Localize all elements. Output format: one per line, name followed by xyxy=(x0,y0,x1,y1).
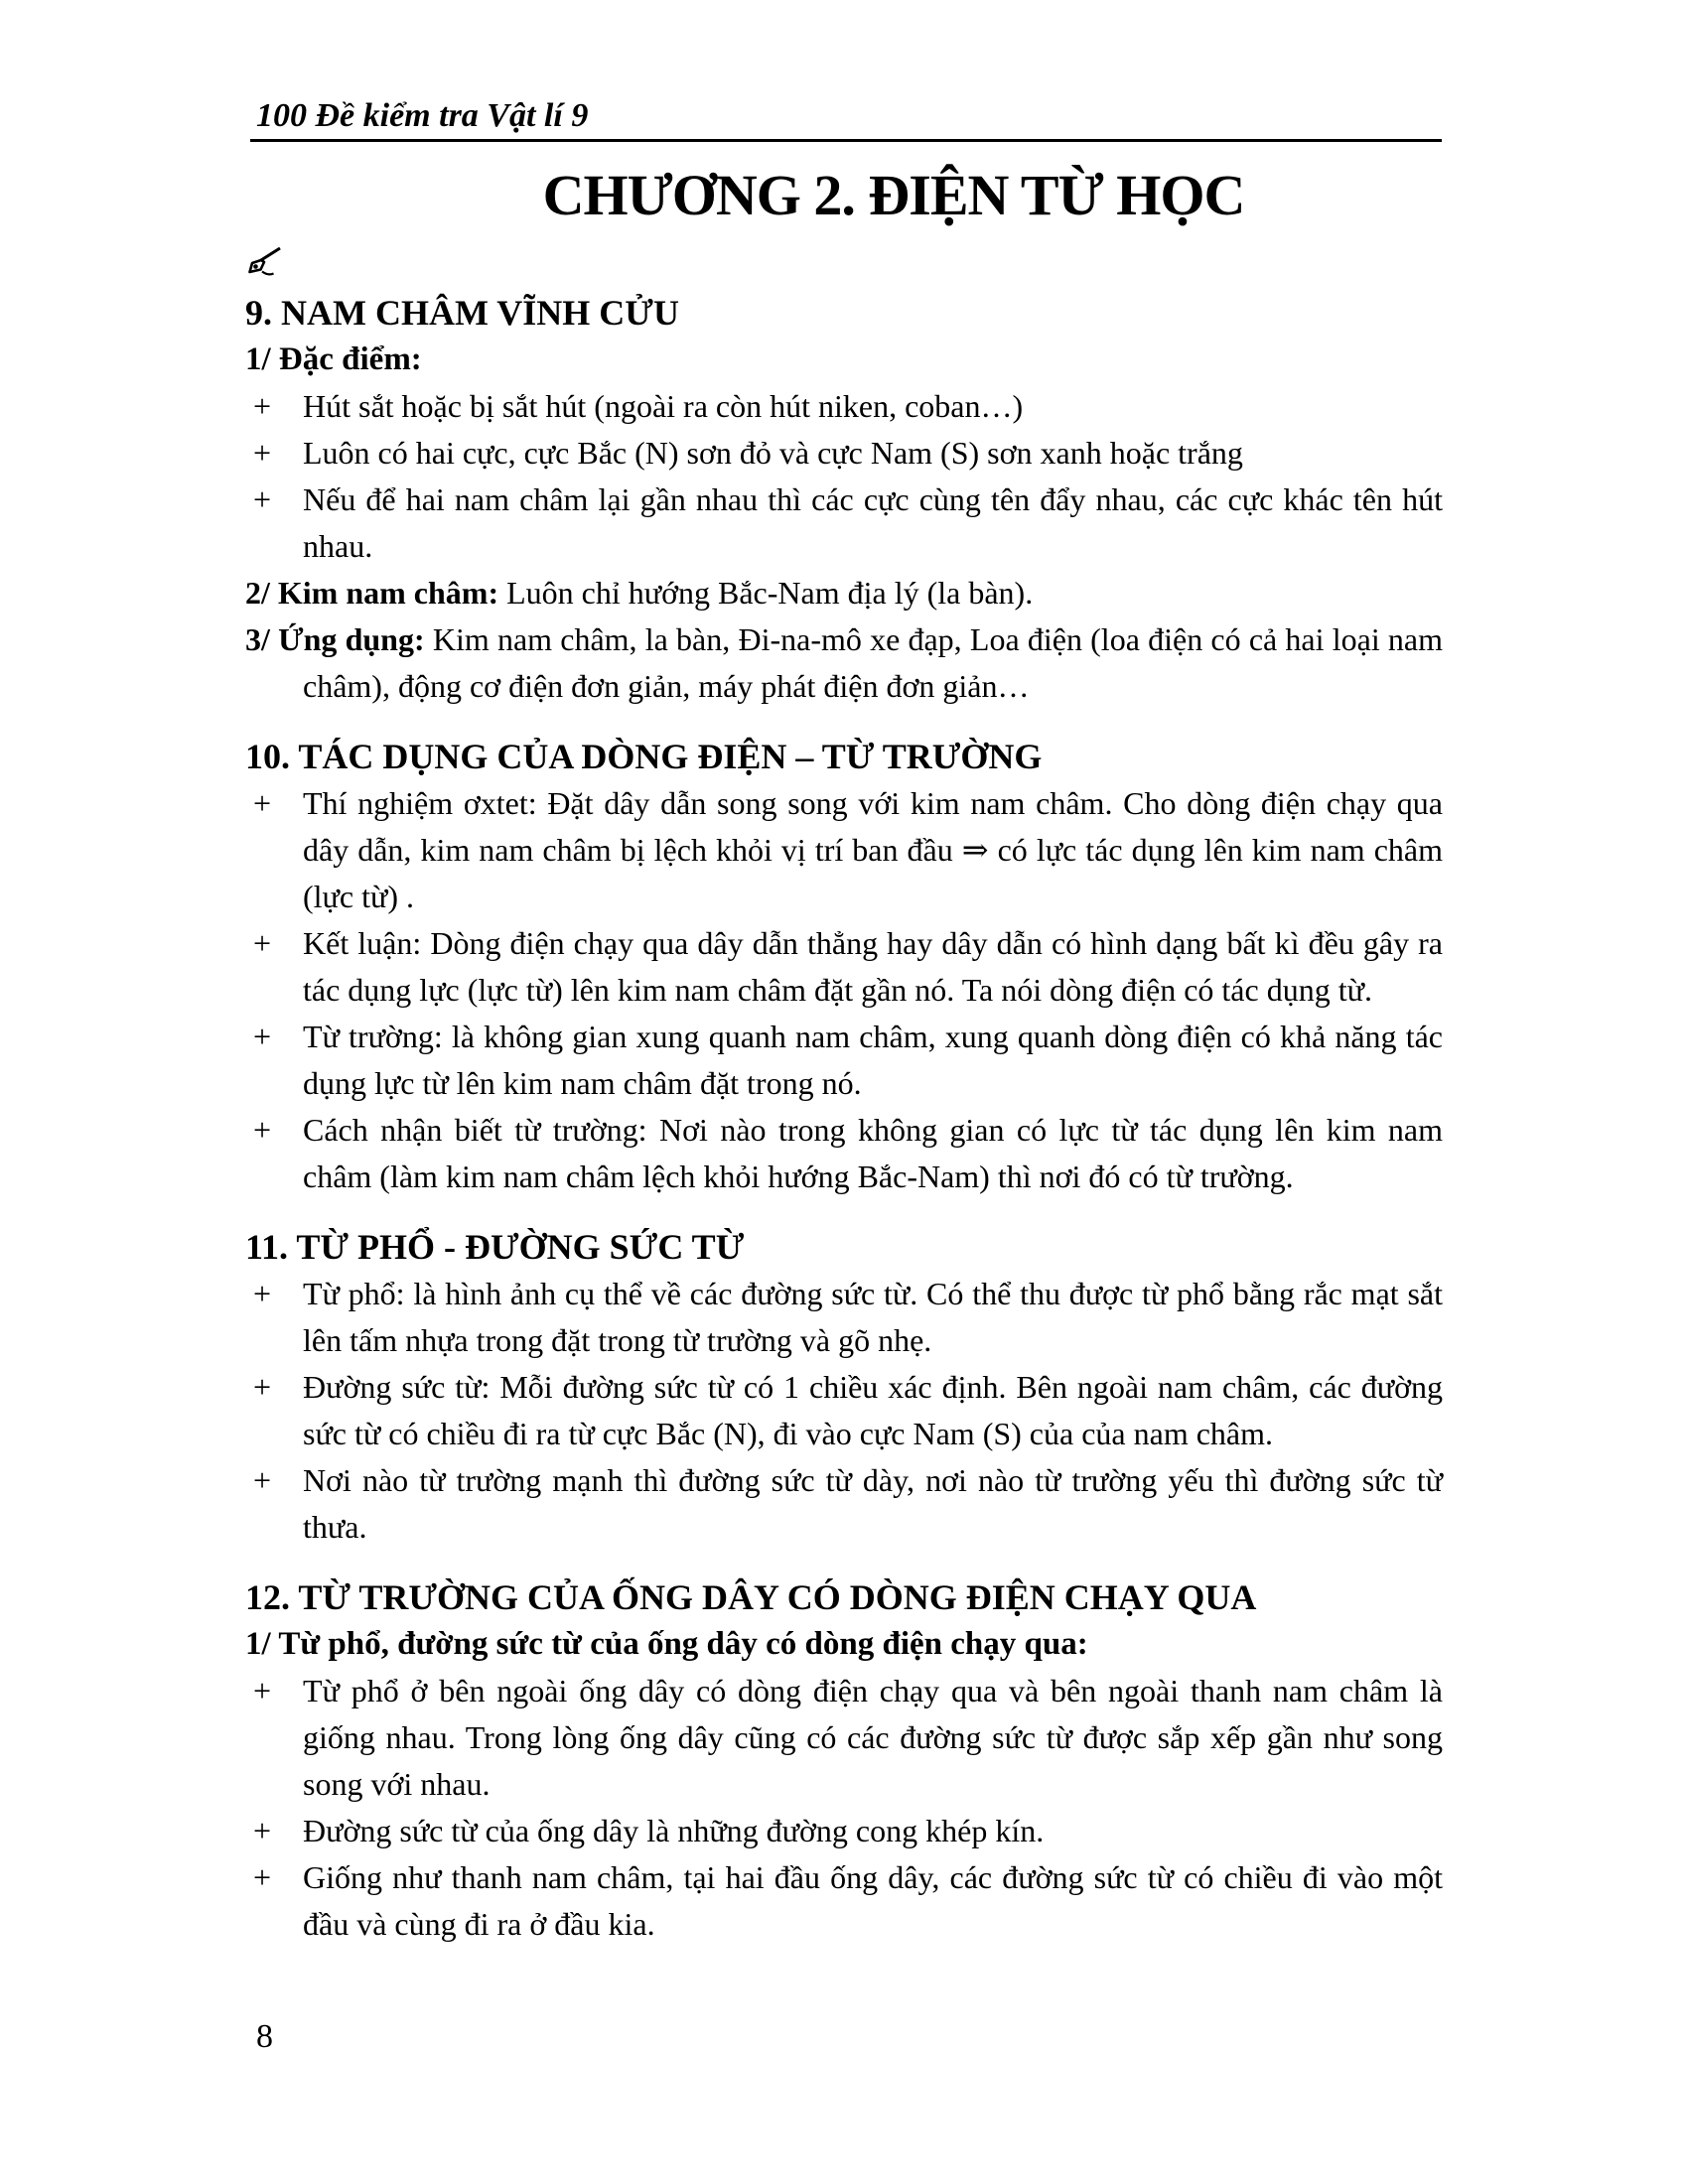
bullet-marker: + xyxy=(253,1019,272,1054)
bullet-item xyxy=(253,1364,1443,1457)
section-9 xyxy=(245,290,1443,710)
bullet-text: Từ trường: là không gian xung quanh nam châm, xung quanh dòng điện có khả năng tác dụng lực từ lên kim nam châm đặt trong nó. xyxy=(303,1019,1443,1101)
bullet-text: Từ phổ ở bên ngoài ống dây có dòng điện chạy qua và bên ngoài thanh nam châm là giống nhau. Trong lòng ống dây cũng có các đường sức từ được sắp xếp gần như song song với nhau. xyxy=(303,1673,1443,1802)
numbered-item-text: Luôn chỉ hướng Bắc-Nam địa lý (la bàn). xyxy=(506,575,1034,611)
bullet-text: Kết luận: Dòng điện chạy qua dây dẫn thẳng hay dây dẫn có hình dạng bất kì đều gây ra tác dụng lực (lực từ) lên kim nam châm đặt gần nó. Ta nói dòng điện có tác dụng từ. xyxy=(303,925,1443,1008)
header-rule xyxy=(250,139,1442,142)
bullet-item xyxy=(253,1014,1443,1107)
bullet-text: Giống như thanh nam châm, tại hai đầu ống dây, các đường sức từ có chiều đi vào một đầu và cùng đi ra ở đầu kia. xyxy=(303,1859,1443,1942)
bullet-text: Cách nhận biết từ trường: Nơi nào trong không gian có lực từ tác dụng lên kim nam châm (làm kim nam châm lệch khỏi hướng Bắc-Nam) thì nơi đó có từ trường. xyxy=(303,1112,1443,1194)
section-11 xyxy=(245,1224,1443,1551)
bullet-item xyxy=(253,1271,1443,1364)
bullet-marker: + xyxy=(253,1859,272,1895)
bullet-marker: + xyxy=(253,1369,272,1405)
subheading: 1/ Đặc điểm: xyxy=(245,341,422,377)
bullet-item xyxy=(253,780,1443,920)
bullet-item xyxy=(253,920,1443,1014)
running-header: 100 Đề kiểm tra Vật lí 9 xyxy=(256,97,589,134)
bullet-text: Nơi nào từ trường mạnh thì đường sức từ dày, nơi nào từ trường yếu thì đường sức từ thưa. xyxy=(303,1462,1443,1545)
section-11-heading: 11. TỪ PHỔ - ĐƯỜNG SỨC TỪ xyxy=(245,1227,745,1267)
pen-row xyxy=(245,244,1443,282)
bullet-marker: + xyxy=(253,1673,272,1708)
pen-icon xyxy=(245,244,283,278)
bullet-item xyxy=(253,1107,1443,1200)
bullet-text: Thí nghiệm ơxtet: Đặt dây dẫn song song với kim nam châm. Cho dòng điện chạy qua dây dẫn, kim nam châm bị lệch khỏi vị trí ban đầu ⇒ có lực tác dụng lên kim nam châm (lực từ) . xyxy=(303,785,1443,914)
section-9-heading: 9. NAM CHÂM VĨNH CỬU xyxy=(245,293,679,333)
section-12 xyxy=(245,1574,1443,1948)
bullet-text: Đường sức từ của ống dây là những đường cong khép kín. xyxy=(303,1813,1045,1848)
bullet-item xyxy=(253,477,1443,570)
bullet-text: Hút sắt hoặc bị sắt hút (ngoài ra còn hút niken, coban…) xyxy=(303,388,1024,424)
bullet-marker: + xyxy=(253,481,272,517)
bullet-text: Từ phổ: là hình ảnh cụ thể về các đường sức từ. Có thể thu được từ phổ bằng rắc mạt sắt lên tấm nhựa trong đặt trong từ trường và gõ nhẹ. xyxy=(303,1276,1443,1358)
bullet-marker: + xyxy=(253,1112,272,1148)
bullet-marker: + xyxy=(253,435,272,471)
page-number: 8 xyxy=(256,2018,273,2055)
bullet-item xyxy=(253,1854,1443,1948)
bullet-item xyxy=(253,383,1443,430)
section-12-heading: 12. TỪ TRƯỜNG CỦA ỐNG DÂY CÓ DÒNG ĐIỆN CHẠY QUA xyxy=(245,1577,1257,1617)
bullet-item xyxy=(253,1457,1443,1551)
chapter-title: CHƯƠNG 2. ĐIỆN TỪ HỌC xyxy=(542,163,1245,227)
numbered-item xyxy=(245,616,1444,710)
bullet-item xyxy=(253,1808,1443,1854)
subheading: 1/ Từ phổ, đường sức từ của ống dây có dòng điện chạy qua: xyxy=(245,1626,1088,1662)
bullet-marker: + xyxy=(253,785,272,821)
bullet-marker: + xyxy=(253,1462,272,1498)
bullet-marker: + xyxy=(253,1276,272,1311)
section-10-heading: 10. TÁC DỤNG CỦA DÒNG ĐIỆN – TỪ TRƯỜNG xyxy=(245,737,1043,776)
numbered-item xyxy=(245,570,1443,616)
section-10 xyxy=(245,734,1443,1200)
numbered-item-label: 2/ Kim nam châm: xyxy=(245,575,499,611)
bullet-marker: + xyxy=(253,925,272,961)
bullet-text: Nếu để hai nam châm lại gần nhau thì các cực cùng tên đẩy nhau, các cực khác tên hút nhau. xyxy=(303,481,1443,564)
bullet-text: Luôn có hai cực, cực Bắc (N) sơn đỏ và cực Nam (S) sơn xanh hoặc trắng xyxy=(303,435,1243,471)
bullet-text: Đường sức từ: Mỗi đường sức từ có 1 chiều xác định. Bên ngoài nam châm, các đường sức từ có chiều đi ra từ cực Bắc (N), đi vào cực Nam (S) của của nam châm. xyxy=(303,1369,1443,1451)
page-content xyxy=(245,165,1443,1948)
bullet-item xyxy=(253,1668,1443,1808)
numbered-item-text: Kim nam châm, la bàn, Đi-na-mô xe đạp, Loa điện (loa điện có cả hai loại nam châm), động cơ điện đơn giản, máy phát điện đơn giản… xyxy=(303,621,1444,704)
numbered-item-label: 3/ Ứng dụng: xyxy=(245,621,425,657)
bullet-marker: + xyxy=(253,388,272,424)
bullet-item xyxy=(253,430,1443,477)
bullet-marker: + xyxy=(253,1813,272,1848)
